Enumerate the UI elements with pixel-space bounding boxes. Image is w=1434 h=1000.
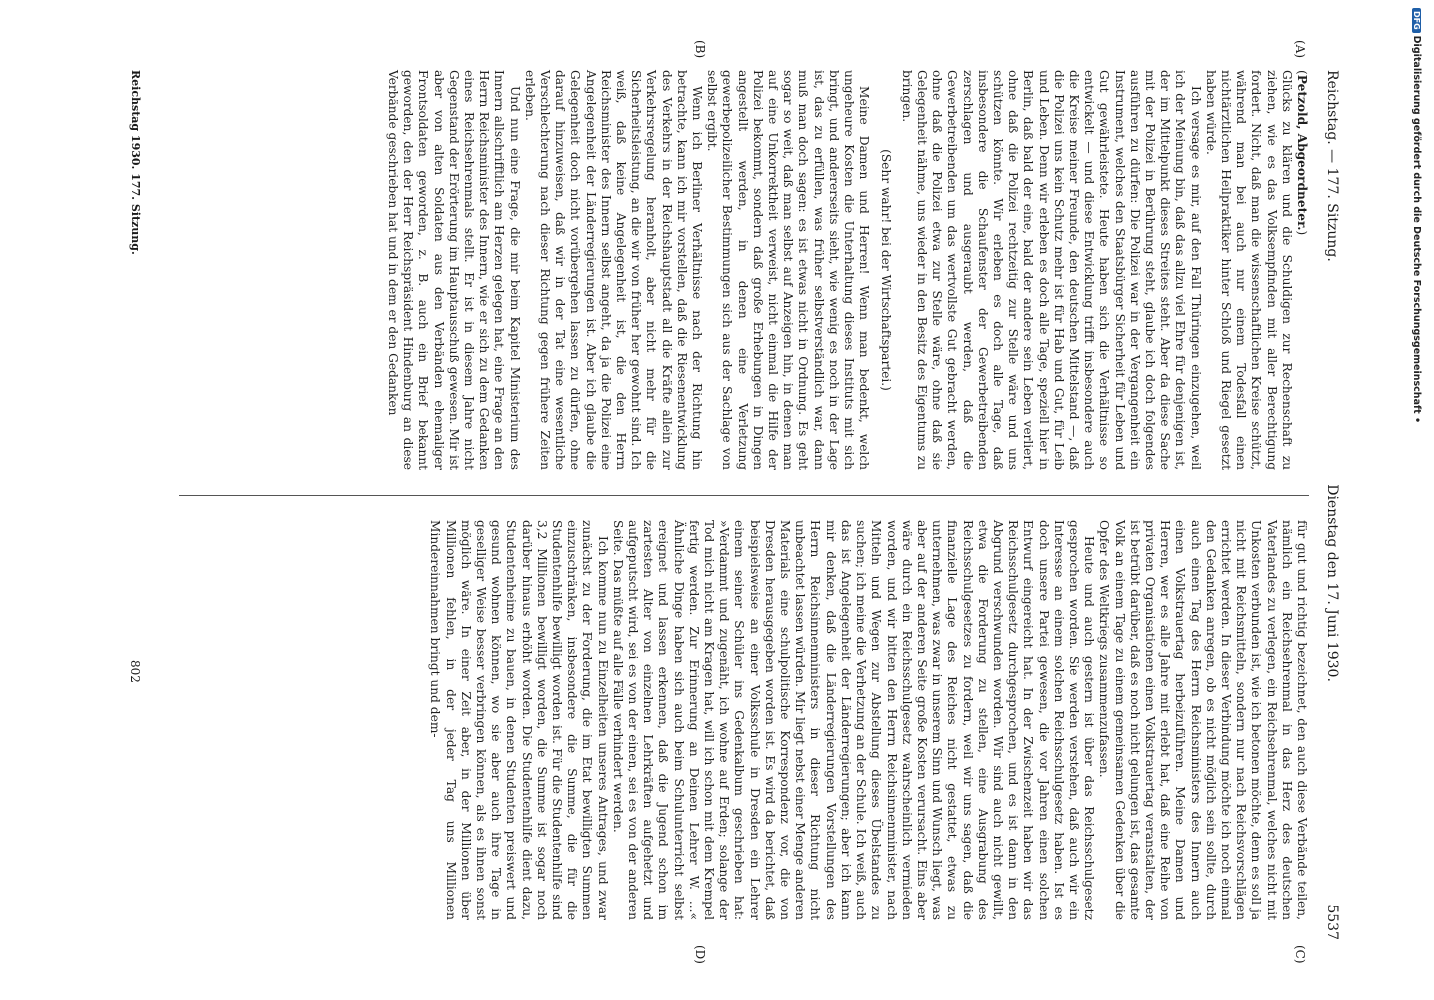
margin-marker-b: (B): [693, 40, 707, 59]
document-page: [87, 40, 1347, 964]
page-header: [1317, 70, 1347, 940]
speaker-line: (Petzold, Abgeordneter.): [1295, 70, 1309, 236]
column-divider: [179, 495, 1309, 496]
dfg-logo-icon: DFG: [1412, 8, 1421, 33]
margin-marker-a: (A): [1293, 40, 1307, 59]
paragraph: Wenn ich Berliner Verhältnisse nach der Richtung hin betrachte, kann ich mir vorstellen, daß die Riesenentwicklung des Verkehrs in der Reichshauptstadt all die Kräfte allein zur Verkehrsregelung heranholt, aber nicht mehr für die Sicherheitsleistung, an die wir von früher her gewohnt sind. Ich weiß, daß keine Angelegenheit ist, die den Herrn Reichsminister des Innern selbst angeht, da ja die Polizei eine Angelegenheit der Länderregierungen ist. Aber ich glaube die Gelegenheit doch nicht vorübergehen lassen zu dürfen, ohne darauf hinzuweisen, daß wir in der Tat eine wesentliche Verschlechterung nach dieser Richtung gegen frühere Zeiten erleben.: [522, 70, 705, 470]
right-column: [427, 520, 1309, 920]
header-center: Dienstag den 17. Juni 1930.: [1324, 484, 1340, 682]
paragraph: Meine Damen und Herren! Wenn man bedenkt, welch ungeheure Kosten die Unterhaltung dieses Instituts mit sich bringt, und andererseits sieht, wie wenig es noch in der Lage ist, das zu erfüllen, was früher selbstverständlich war, dann muß man doch sagen: es ist etwas nicht in Ordnung. Es geht sogar so weit, daß man selbst auf Anzeigen hin, in denen man auf eine Unkorrektheit verweist, nicht einmal die Hilfe der Polizei bekommt, sondern daß große Erhebungen in Dingen angestellt werden, in denen eine Verletzung gewerbepolizeilicher Bestimmungen sich aus der Sachlage von selbst ergibt.: [705, 70, 872, 470]
footer-label: Reichstag 1930. 177. Sitzung.: [129, 70, 142, 255]
paragraph: Glücks zu klären und die Schuldigen zur Rechenschaft zu ziehen, wie es das Volksempfinden mit aller Berechtigung fordert. Nicht, daß man die wissenschaftlichen Kreise schützt, während man bei auch nur einem Todesfall einen nichtärztlichen Heilpraktiker hinter Schloß und Riegel gesetzt haben würde.: [1203, 70, 1294, 470]
margin-marker-c: (C): [1293, 945, 1307, 964]
digitization-credit: [1408, 8, 1422, 998]
margin-marker-d: (D): [693, 945, 707, 964]
left-column: [385, 70, 1309, 470]
paragraph: für gut und richtig bezeichnet, den auch diese Verbände teilen, nämlich ein Reichsehrenmal in das Herz des deutschen Vaterlandes zu verlegen, ein Reichsehrenmal, welches nicht mit Unkosten verbunden ist, wie ich betonen möchte, denn es soll ja nicht mit Reichsmitteln, sondern nur nach Reichsvorschlägen errichtet werden. In dieser Verbindung möchte ich noch einmal den Gedanken anregen, ob es nicht möglich sein sollte, durch auch einen Tag des Herrn Reichsministers des Innern auch einen Volkstrauertag herbeizuführen. Meine Damen und Herren, wer es alle Jahre mit erlebt hat, daß eine Reihe von privaten Organisationen einen Volkstrauertag veranstalten, der ist betrübt darüber, daß es noch nicht gelungen ist, das gesamte Volk an einem Tage zu einem gemeinsamen Gedenken über die Opfer des Weltkriegs zusammenzufassen.: [1097, 520, 1309, 920]
digitization-text: Digitalisierung gefördert durch die Deutsche Forschungsgemeinschaft •: [1411, 35, 1422, 424]
paragraph: Und nun eine Frage, die mir beim Kapitel Ministerium des Innern allschrifftlich am Herzen gelegen hat, eine Frage an den Herrn Reichsminister des Innern, wie er sich zu dem Gedanken eines Reichsehrenmals stellt. Er ist in diesem Jahre nicht Gegenstand der Erörterung im Hauptausschuß gewesen. Mir ist aber von alten Soldaten aus den Verbänden ehemaliger Frontsoldaten geworden, z. B. auch ein Brief bekannt geworden, den der Herr Reichspräsident Hindenburg an diese Verbände geschrieben hat und in dem er den Gedanken: [386, 70, 522, 470]
paragraph: Ich komme nun zu Einzelheiten unseres Antrages, und zwar zunächst zu der Forderung, die im Etat bewilligten Summen einzuschränken, insbesondere die Summe, die für die Studentenhilfe bewilligt worden ist. Für die Studentenhilfe sind 3,2 Millionen bewilligt worden, die Summe ist sogar noch darüber hinaus erhöht worden. Die Studentenhilfe dient dazu, Studentenheime zu bauen, in denen Studenten preiswert und gesund wohnen können, wo sie aber auch ihre Tage in geselliger Weise besser verbringen können, als es ihnen sonst möglich wäre. In einer Zeit aber, in der Millionen über Millionen fehlen, in der jeder Tag uns Millionen Mindereinnahmen bringt und dem-: [428, 520, 610, 920]
speaker-name: Petzold, Abgeordneter.: [1295, 74, 1309, 231]
interjection: (Sehr wahr! bei der Wirtschaftspartei.): [878, 149, 893, 391]
paragraph: Heute und auch gestern ist über das Reichsschulgesetz gesprochen worden. Sie werden verstehen, daß auch wir ein Interesse an einem solchen Reichsschulgesetz haben. Ist es doch unsere Partei gewesen, die vor Jahren einen solchen Entwurf eingereicht hat. In der Zwischenzeit haben wir das Reichsschulgesetz durchgesprochen, und es ist dann in den Abgrund verschwunden worden. Wir sind auch nicht gewillt, etwa die Forderung zu stellen, eine Ausgrabung des Reichsschulgesetzes zu fordern, weil wir uns sagen, daß die finanzielle Lage des Reiches nicht gestattet, etwas zu unternehmen, was zwar in unserem Sinn und Wunsch liegt, was aber auf der anderen Seite große Kosten verursacht. Eins aber wäre durch ein Reichsschulgesetz wahrscheinlich vermieden worden, und wir bitten den Herrn Reichsinnenminister, nach Mitteln und Wegen zur Abstellung dieses Übelstandes zu suchen; ich meine die Verhetzung an der Schule. Ich weiß, auch das ist Angelegenheit der Länderregierungen; aber ich kann mir denken, daß die Länderregierungen Vorstellungen des Herrn Reichsinnenministers in dieser Richtung nicht unbeachtet lassen würden. Mir liegt nebst einer Menge anderen Materials eine schulpolitische Korrespondenz vor, die von Dresden herausgegeben worden ist. Es wird da berichtet, daß beispielsweise an einer Volksschule in Dresden ein Lehrer einem seiner Schüler ins Gedenkalbum geschrieben hat: »Verdammt und zugenäht, ich wohne auf Erden; solange der Tod mich nicht am Kragen hat, will ich schon mit dem Krempel fertig werden. Zur Erinnerung an Deinen Lehrer W. ...« Ähnliche Dinge haben sich auch beim Schulunterricht selbst ereignet und lassen erkennen, daß die Jugend schon im zartesten Alter von einzelnen Lehrkräften aufgehetzt und aufgeputscht wird, sei es von der einen, sei es von der anderen Seite. Das müßte auf alle Fälle verhindert werden.: [610, 520, 1097, 920]
paragraph: Ich versage es mir, auf den Fall Thüringen einzugehen, weil ich der Meinung bin, daß das allzu viel Ehre für denjenigen ist, der im Mittelpunkt dieses Streites steht. Aber da diese Sache mit der Polizei in Berührung steht, glaube ich doch folgendes ausführen zu dürfen: Die Polizei war in der Vergangenheit ein Instrument, welches den Staatsbürger Sicherheit für Leben und Gut gewährleistete. Heute haben sich die Verhältnisse so entwickelt — und diese Entwicklung trifft insbesondere auch die Kreise meiner Freunde, den deutschen Mittelstand —, daß die Polizei uns kein Schutz mehr ist für Hab und Gut, für Leib und Leben. Denn wir erleben es doch alle Tage, speziell hier in Berlin, daß bald der eine, bald der andere sein Leben verliert, ohne daß die Polizei rechtzeitig zur Stelle wäre und uns schützen könnte. Wir erleben es doch alle Tage, daß insbesondere die Schaufenster der Gewerbetreibenden zerschlagen und ausgeraubt werden, daß die Gewerbetreibenden um das wertvollste Gut gebracht werden, ohne daß die Polizei etwa zur Stelle wäre, ohne daß sie Gelegenheit nähme, uns wieder in den Besitz des Eigentums zu bringen.: [899, 70, 1203, 470]
footer-number: 802: [128, 660, 142, 683]
header-left: Reichstag. — 177. Sitzung.: [1324, 70, 1340, 262]
page-number: 5537: [1324, 904, 1340, 940]
